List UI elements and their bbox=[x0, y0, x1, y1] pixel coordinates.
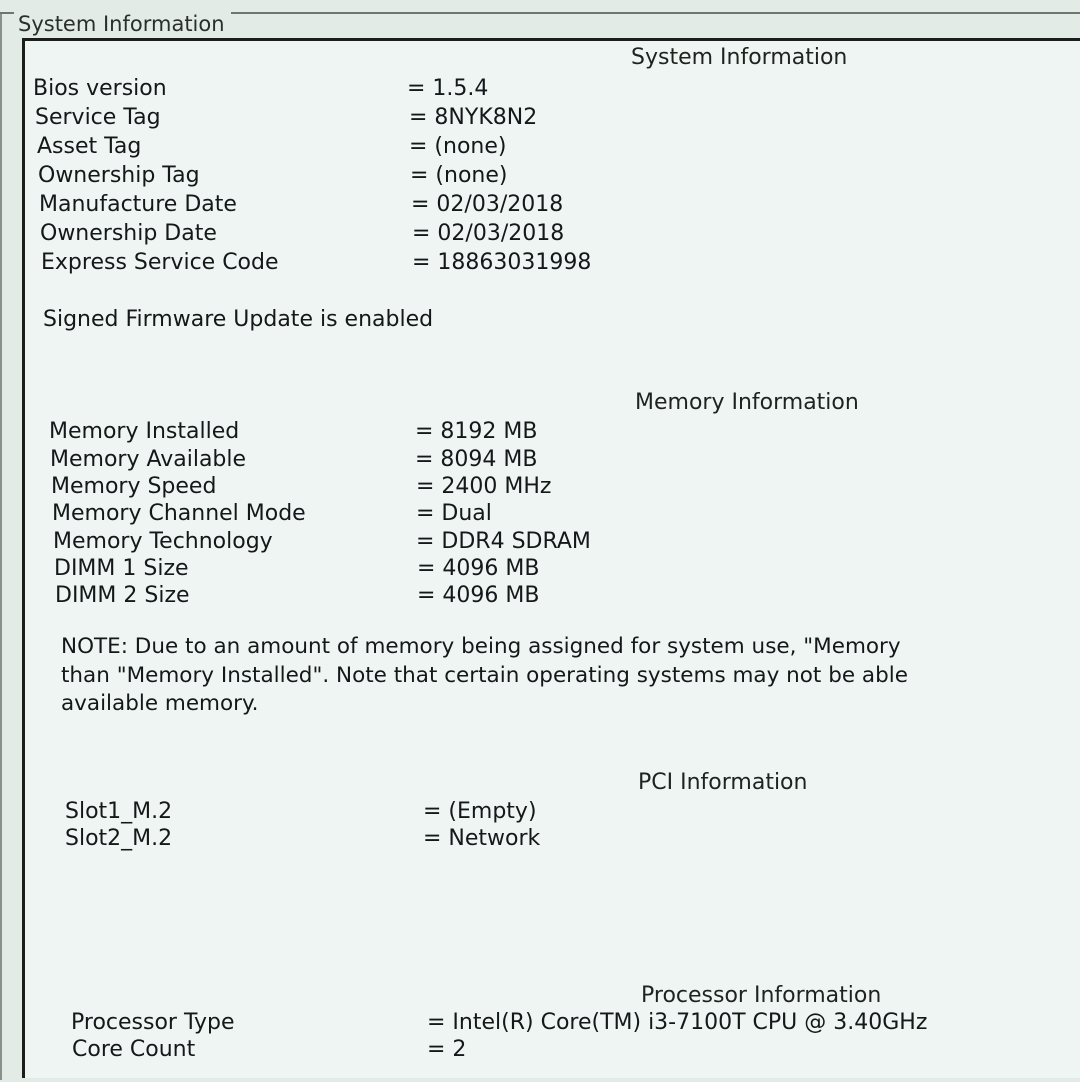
row-label: Slot1_M.2 bbox=[65, 799, 173, 824]
row-value: = Network bbox=[423, 826, 541, 851]
row-value: = 18863031998 bbox=[412, 250, 592, 275]
memory-note-line: than "Memory Installed". Note that certain operating systems may not be able bbox=[61, 662, 908, 688]
memory-note bbox=[61, 633, 1080, 719]
row-label: DIMM 2 Size bbox=[55, 583, 190, 608]
row-label: Core Count bbox=[72, 1037, 196, 1062]
pci-section-title: PCI Information bbox=[638, 770, 808, 795]
row-value: = (none) bbox=[409, 134, 507, 159]
row-value: = 8192 MB bbox=[415, 419, 538, 444]
row-label: Ownership Tag bbox=[38, 163, 200, 188]
row-value: = 02/03/2018 bbox=[412, 221, 565, 246]
row-value: = 8094 MB bbox=[415, 447, 538, 472]
row-label: Bios version bbox=[33, 76, 167, 101]
row-label: Processor Type bbox=[71, 1010, 235, 1035]
row-label: Memory Technology bbox=[53, 529, 273, 554]
row-label: Manufacture Date bbox=[39, 192, 237, 217]
memory-section-title: Memory Information bbox=[635, 390, 859, 415]
row-value: = 02/03/2018 bbox=[411, 192, 564, 217]
memory-note-line: NOTE: Due to an amount of memory being assigned for system use, "Memory bbox=[61, 634, 901, 659]
row-label: Memory Installed bbox=[49, 419, 240, 444]
row-value: = DDR4 SDRAM bbox=[416, 529, 591, 554]
row-label: Service Tag bbox=[35, 105, 161, 130]
row-label: Asset Tag bbox=[37, 134, 142, 159]
row-label: Memory Speed bbox=[51, 474, 217, 499]
row-value: = 4096 MB bbox=[417, 583, 540, 608]
row-value: = 2400 MHz bbox=[416, 474, 552, 499]
row-label: Memory Channel Mode bbox=[52, 501, 306, 526]
system-section-title: System Information bbox=[631, 45, 848, 70]
row-label: Express Service Code bbox=[41, 250, 279, 275]
row-value: = 1.5.4 bbox=[407, 76, 489, 101]
row-value: = 2 bbox=[427, 1037, 467, 1062]
row-value: = 4096 MB bbox=[417, 556, 540, 581]
groupbox-legend: System Information bbox=[14, 12, 231, 36]
row-value: = (none) bbox=[410, 163, 508, 188]
row-label: Ownership Date bbox=[40, 221, 217, 246]
row-value: = Intel(R) Core(TM) i3-7100T CPU @ 3.40GHz bbox=[427, 1010, 928, 1035]
row-value: = Dual bbox=[416, 501, 492, 526]
row-label: Memory Available bbox=[50, 447, 247, 472]
row-label: Slot2_M.2 bbox=[65, 826, 173, 851]
row-label: DIMM 1 Size bbox=[54, 556, 189, 581]
row-value: = (Empty) bbox=[423, 799, 537, 824]
memory-note-line: available memory. bbox=[61, 691, 259, 716]
row-value: = 8NYK8N2 bbox=[409, 105, 538, 130]
info-panel[interactable] bbox=[22, 38, 1080, 1078]
processor-section-title: Processor Information bbox=[641, 983, 882, 1008]
firmware-status-text: Signed Firmware Update is enabled bbox=[43, 307, 434, 332]
